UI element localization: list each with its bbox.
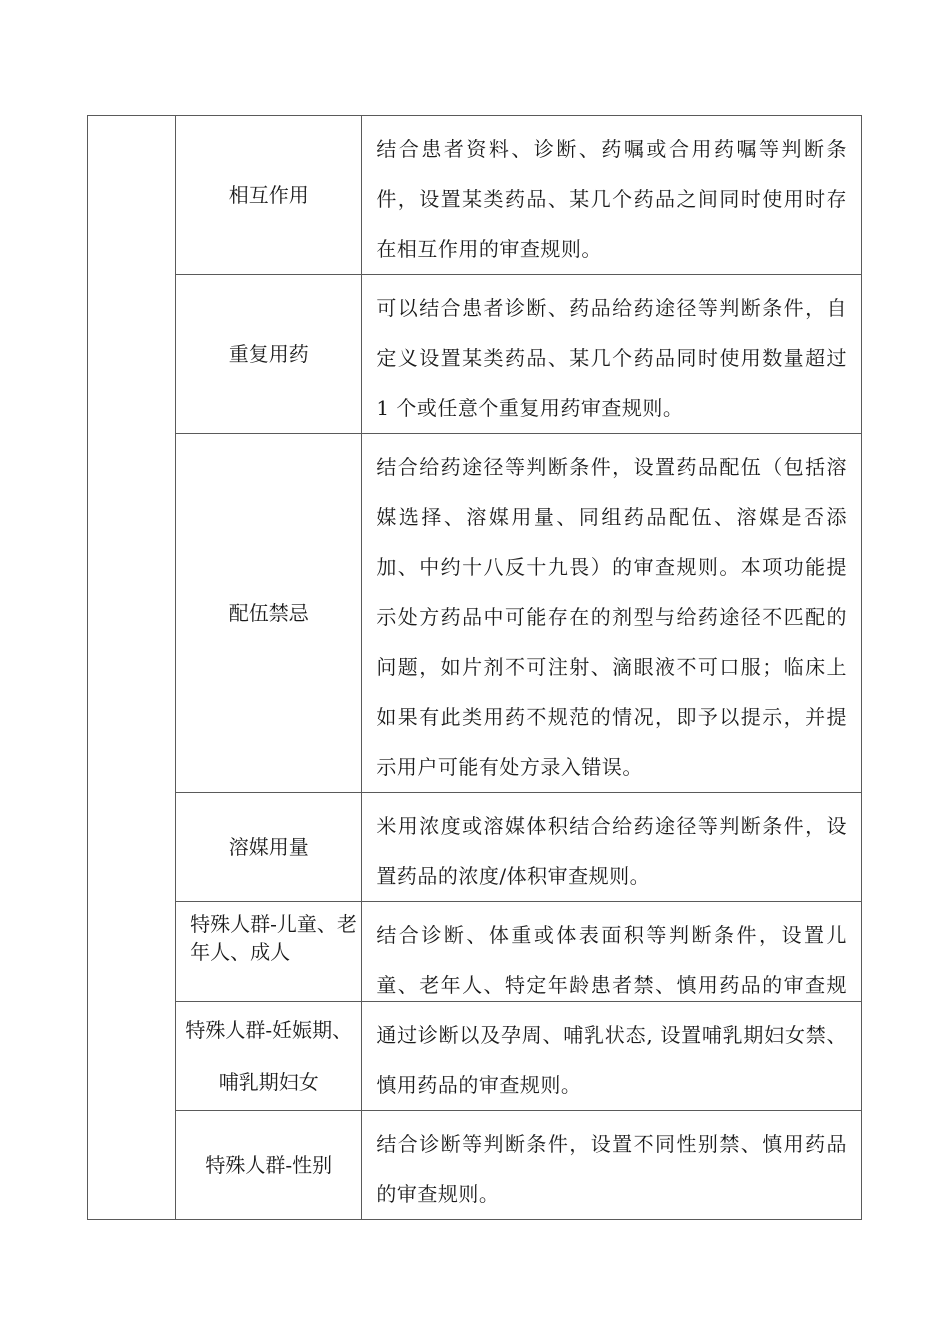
table-row [88, 275, 862, 434]
rule-description: 结合给药途径等判断条件，设置药品配伍（包括溶媒选择、溶媒用量、同组药品配伍、溶媒是否添加、中约十八反十九畏）的审查规则。本项功能提示处方药品中可能存在的剂型与给药途径不匹配的问题，如片剂不可注射、滴眼液不可口服；临床上如果有此类用药不规范的情况，即予以提示，并提示用户可能有处方录入错误。 [362, 434, 862, 793]
table-row [88, 434, 862, 793]
rule-name-cell [176, 1002, 362, 1111]
rule-description: 可以结合患者诊断、药品给药途径等判断条件，自定义设置某类药品、某几个药品同时使用数量超过 1 个或任意个重复用药审查规则。 [362, 275, 862, 434]
rule-name: 溶媒用量 [176, 793, 362, 902]
table-row [88, 1002, 862, 1111]
rule-name: 重复用药 [176, 275, 362, 434]
rule-name: 配伍禁忌 [176, 434, 362, 793]
rule-description: 米用浓度或溶媒体积结合给药途径等判断条件，设置药品的浓度/体积审查规则。 [362, 793, 862, 902]
table-row [88, 1111, 862, 1220]
rule-description: 结合诊断、体重或体表面积等判断条件，设置儿童、老年人、特定年龄患者禁、慎用药品的审查规 [362, 902, 862, 1002]
rule-name: 特殊人群-妊娠期、哺乳期妇女 [185, 1018, 353, 1094]
rule-description: 结合患者资料、诊断、药嘱或合用药嘱等判断条件，设置某类药品、某几个药品之间同时使用时存在相互作用的审查规则。 [362, 116, 862, 275]
table-row [88, 793, 862, 902]
rule-name: 相互作用 [176, 116, 362, 275]
rule-name: 特殊人群-儿童、老年人、成人 [190, 912, 357, 964]
rule-name: 特殊人群-性别 [176, 1111, 362, 1220]
rule-description: 结合诊断等判断条件，设置不同性别禁、慎用药品的审查规则。 [362, 1111, 862, 1220]
table-row [88, 902, 862, 1002]
rule-description: 通过诊断以及孕周、哺乳状态, 设置哺乳期妇女禁、慎用药品的审查规则。 [362, 1002, 862, 1111]
table-row [88, 116, 862, 275]
rules-table [87, 115, 862, 1220]
rule-name-cell [176, 902, 362, 1002]
category-cell [88, 116, 176, 1220]
